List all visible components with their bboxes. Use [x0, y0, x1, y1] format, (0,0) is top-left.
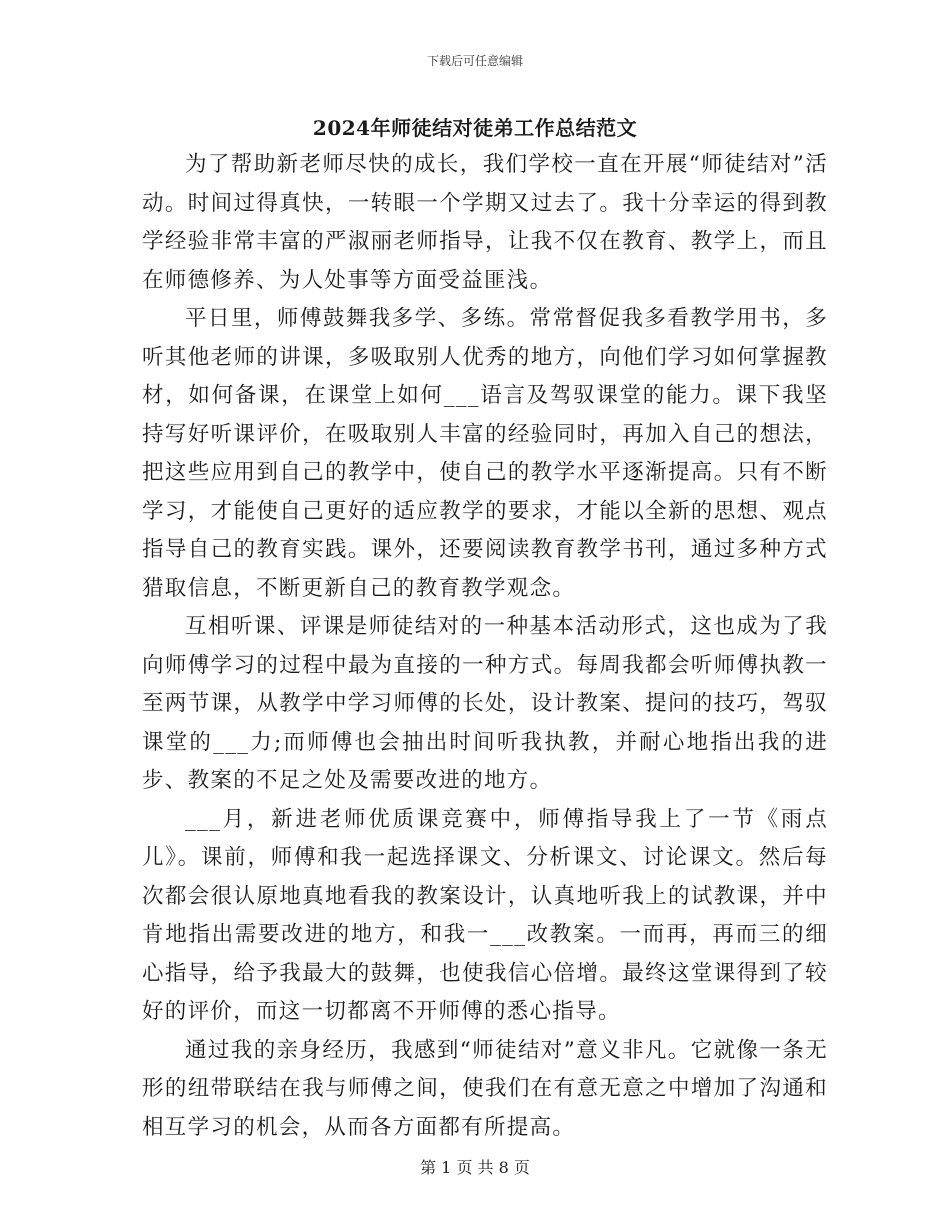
header-note: 下载后可任意编辑 — [426, 54, 523, 68]
paragraph-4: ___月，新进老师优质课竞赛中，师傅指导我上了一节《雨点儿》。课前，师傅和我一起选择课文、分析课文、讨论课文。然后每次都会很认原地真地看我的教案设计，认真地听我上的试教课，并中肯地指出需要改进的地方，和我一___改教案。一而再，再而三的细心指导，给予我最大的鼓舞，也使我信心倍增。最终这堂课得到了较好的评价，而这一切都离不开师傅的悉心指导。 — [142, 806, 828, 1024]
paragraph-5: 通过我的亲身经历，我感到“师徒结对”意义非凡。它就像一条无形的纽带联结在我与师傅之间，使我们在有意无意之中增加了沟通和相互学习的机会，从而各方面都有所提高。 — [142, 1037, 828, 1140]
paragraph-3: 互相听课、评课是师徒结对的一种基本活动形式，这也成为了我向师傅学习的过程中最为直接的一种方式。每周我都会听师傅执教一至两节课，从教学中学习师傅的长处，设计教案、提问的技巧，驾驭课堂的___力;而师傅也会抽出时间听我执教，并耐心地指出我的进步、教案的不足之处及需要改进的地方。 — [142, 614, 828, 793]
document-title: 2024年师徒结对徒弟工作总结范文 — [312, 116, 638, 140]
paragraph-1: 为了帮助新老师尽快的成长，我们学校一直在开展“师徒结对”活动。时间过得真快，一转眼一个学期又过去了。我十分幸运的得到教学经验非常丰富的严淑丽老师指导，让我不仅在教育、教学上，而且在师德修养、为人处事等方面受益匪浅。 — [142, 152, 828, 293]
paragraph-2: 平日里，师傅鼓舞我多学、多练。常常督促我多看教学用书，多听其他老师的讲课，多吸取别人优秀的地方，向他们学习如何掌握教材，如何备课，在课堂上如何___语言及驾驭课堂的能力。课下我坚持写好听课评价，在吸取别人丰富的经验同时，再加入自己的想法，把这些应用到自己的教学中，使自己的教学水平逐渐提高。只有不断学习，才能使自己更好的适应教学的要求，才能以全新的思想、观点指导自己的教育实践。课外，还要阅读教育教学书刊，通过多种方式猎取信息，不断更新自己的教育教学观念。 — [142, 306, 828, 601]
page-footer: 第 1 页 共 8 页 — [420, 1158, 530, 1177]
document-body — [142, 146, 828, 1147]
